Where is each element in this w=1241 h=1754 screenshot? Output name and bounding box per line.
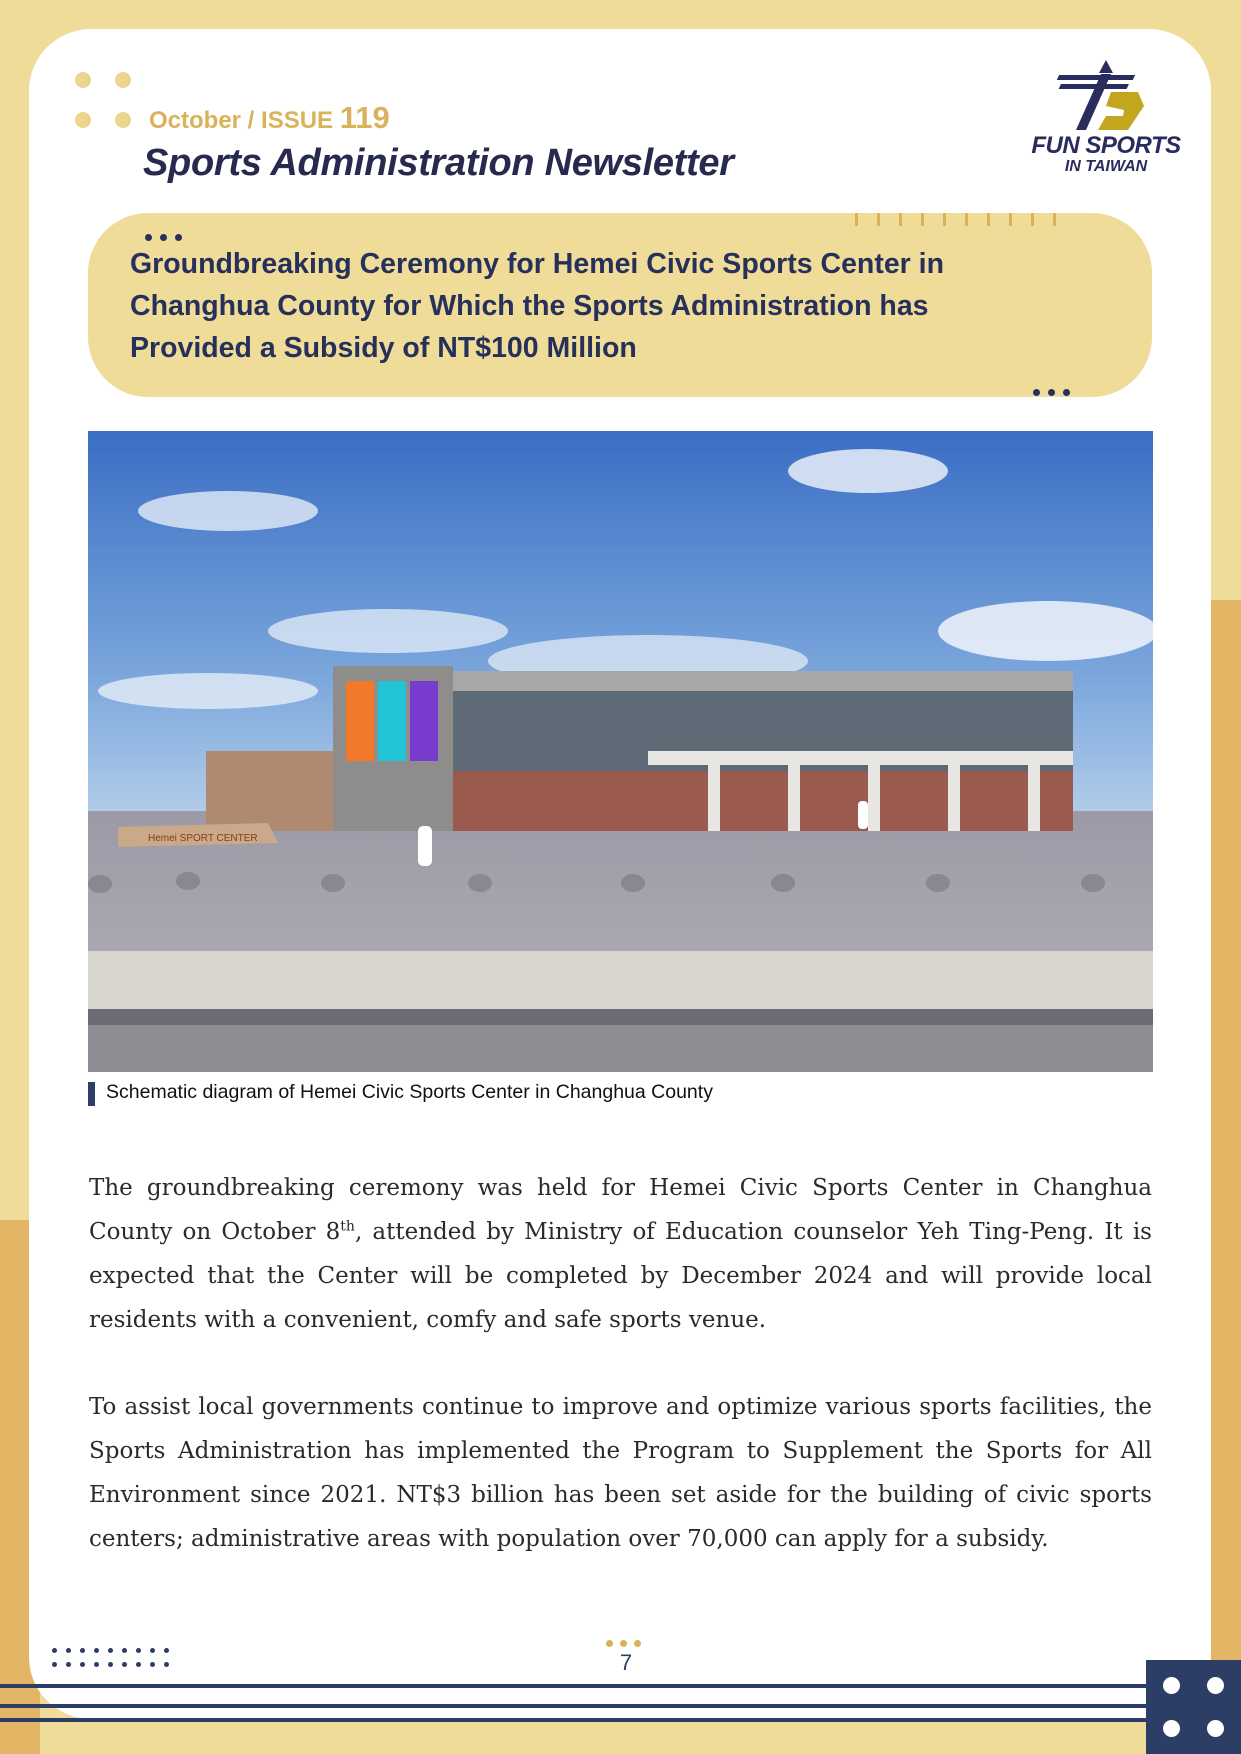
logo-line2: IN TAIWAN	[1064, 158, 1148, 175]
decorative-dots	[75, 72, 135, 132]
page-number: 7	[619, 1650, 633, 1675]
article-paragraph-1	[89, 1166, 1152, 1342]
issue-number: 119	[339, 100, 390, 135]
decorative-dots-bottom	[1033, 383, 1078, 401]
footer-dots	[52, 1648, 172, 1672]
article-paragraph-2: To assist local governments continue to improve and optimize various sports facilities, the Sports Administration has implemented the Program to Supplement the Sports for All Environment since 2021. NT$3 billion has been set aside for the building of civic sports centers; administrative areas with population over 70,000 can apply for a subsidy.	[89, 1394, 1152, 1552]
image-caption: Schematic diagram of Hemei Civic Sports Center in Changhua County	[106, 1081, 713, 1103]
issue-label	[149, 100, 390, 136]
caption-marker	[88, 1082, 95, 1106]
decorative-ticks	[855, 213, 1075, 227]
logo-line1: FUN SPORTS	[1031, 132, 1181, 159]
newsletter-title: Sports Administration Newsletter	[143, 142, 734, 184]
issue-prefix: October / ISSUE	[149, 107, 334, 134]
logo-wordmark	[1028, 134, 1184, 175]
paragraph-1-part-a: The groundbreaking ceremony was held for Hemei Civic Sports Center in Changhua County on October 8	[89, 1175, 1152, 1245]
sign-label: Hemei SPORT CENTER	[148, 833, 258, 844]
sports-center-rendering	[88, 431, 1153, 1072]
paragraph-1-superscript: th	[340, 1218, 355, 1235]
article-headline: Groundbreaking Ceremony for Hemei Civic Sports Center in Changhua County for Which the Sports Administration has Provided a Subsidy of NT$100 Million	[130, 248, 945, 364]
corner-block	[1146, 1660, 1241, 1754]
footer-stripes	[0, 1684, 1241, 1734]
paragraph-1-part-b: , attended by Ministry of Education counselor Yeh Ting-Peng. It is expected that the Center will be completed by December 2024 and will provide local residents with a convenient, comfy and safe sports venue.	[89, 1219, 1152, 1333]
